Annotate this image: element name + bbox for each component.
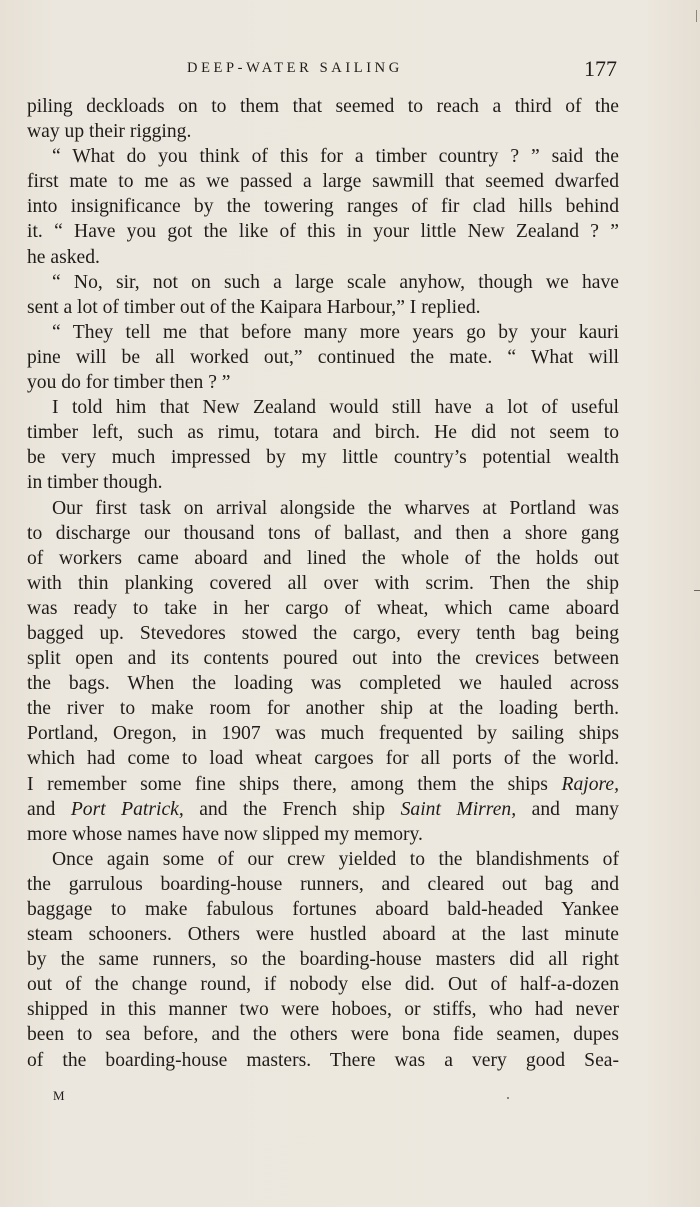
- text-line: to discharge our thousand tons of ballast, and then a shore gang: [27, 522, 619, 544]
- text-line: in timber though.: [27, 472, 163, 494]
- running-head: DEEP-WATER SAILING: [187, 60, 403, 76]
- body-text: [27, 94, 619, 1073]
- text-line: you do for timber then ? ”: [27, 372, 231, 394]
- page-number: 177: [584, 56, 617, 81]
- text-line: into insignificance by the towering ranges of fir clad hills behind: [27, 196, 619, 218]
- signature-mark: M: [53, 1088, 66, 1103]
- page-header: [27, 56, 619, 84]
- text-fragment: and: [27, 798, 56, 820]
- text-line: steam schooners. Others were hustled aboard at the last minute: [27, 924, 619, 946]
- scan-corner-mark: [696, 10, 697, 22]
- text-fragment: I remember some fine ships there, among them the ships: [27, 773, 548, 795]
- text-line: Portland, Oregon, in 1907 was much frequented by sailing ships: [27, 723, 619, 745]
- text-line: the garrulous boarding-house runners, and cleared out bag and: [27, 873, 619, 895]
- text-fragment: and the French ship: [199, 798, 386, 820]
- text-line: way up their rigging.: [27, 121, 192, 143]
- text-line-with-ship-name: [27, 772, 619, 797]
- ship-name-port-patrick: Port Patrick,: [70, 798, 184, 820]
- ship-name-rajore: Rajore,: [561, 773, 619, 795]
- text-line: the river to make room for another ship at the loading berth.: [27, 698, 619, 720]
- text-line: been to sea before, and the others were bona fide seamen, dupes: [27, 1024, 619, 1046]
- text-line: of workers came aboard and lined the whole of the holds out: [27, 547, 619, 569]
- text-line: “ No, sir, not on such a large scale anyhow, though we have: [52, 271, 619, 293]
- text-line: “ What do you think of this for a timber country ? ” said the: [52, 146, 619, 168]
- text-line: he asked.: [27, 246, 100, 268]
- text-line: sent a lot of timber out of the Kaipara Harbour,” I replied.: [27, 296, 481, 318]
- text-line: timber left, such as rimu, totara and birch. He did not seem to: [27, 422, 619, 444]
- text-line: with thin planking covered all over with scrim. Then the ship: [27, 572, 619, 594]
- text-line: out of the change round, if nobody else did. Out of half-a-dozen: [27, 974, 619, 996]
- text-line: “ They tell me that before many more years go by your kauri: [52, 321, 619, 343]
- text-line: bagged up. Stevedores stowed the cargo, every tenth bag being: [27, 622, 619, 644]
- ship-name-saint-mirren: Saint Mirren,: [400, 798, 517, 820]
- text-line: split open and its contents poured out into the crevices between: [27, 648, 619, 670]
- text-line: by the same runners, so the boarding-house masters did all right: [27, 949, 619, 971]
- text-line: Once again some of our crew yielded to the blandishments of: [52, 848, 619, 870]
- text-line: more whose names have now slipped my memory.: [27, 823, 423, 845]
- text-line-with-ship-names: [27, 797, 619, 822]
- text-line: the bags. When the loading was completed we hauled across: [27, 673, 619, 695]
- text-line: it. “ Have you got the like of this in your little New Zealand ? ”: [27, 221, 619, 243]
- text-line: I told him that New Zealand would still have a lot of useful: [52, 397, 619, 419]
- text-line: pine will be all worked out,” continued the mate. “ What will: [27, 346, 619, 368]
- text-fragment: and many: [531, 798, 619, 820]
- text-line: Our first task on arrival alongside the wharves at Portland was: [52, 497, 619, 519]
- text-line: was ready to take in her cargo of wheat, which came aboard: [27, 597, 619, 619]
- text-line: piling deckloads on to them that seemed to reach a third of the: [27, 96, 619, 117]
- text-line: which had come to load wheat cargoes for all ports of the world.: [27, 748, 619, 770]
- text-line: shipped in this manner two were hoboes, or stiffs, who had never: [27, 999, 619, 1021]
- scan-dot-mark: [507, 1097, 509, 1099]
- text-line: of the boarding-house masters. There was a very good Sea-: [27, 1049, 619, 1071]
- text-line: be very much impressed by my little country’s potential wealth: [27, 447, 619, 469]
- text-line: baggage to make fabulous fortunes aboard bald-headed Yankee: [27, 899, 619, 920]
- text-line: first mate to me as we passed a large sawmill that seemed dwarfed: [27, 171, 619, 193]
- scan-edge-mark: [694, 590, 700, 591]
